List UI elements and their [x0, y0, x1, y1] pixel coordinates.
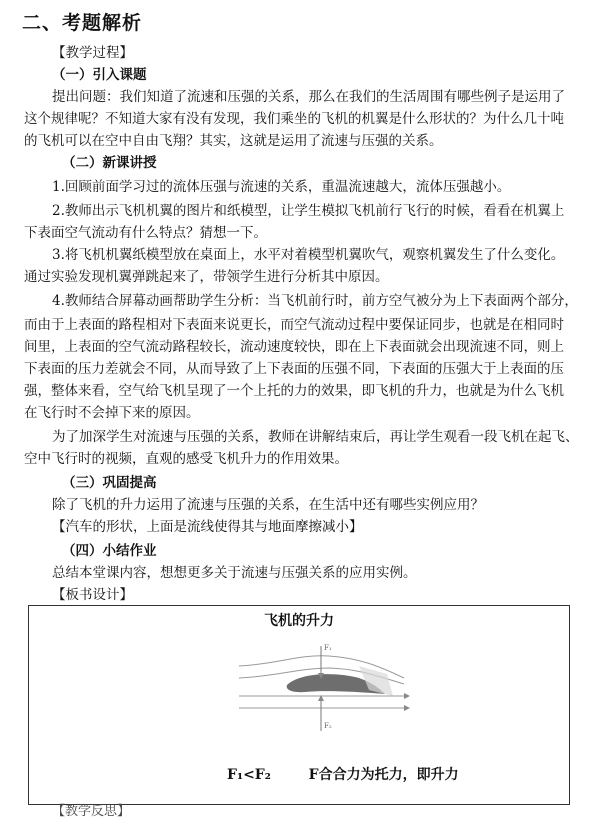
lesson-line-5: 通过实验发现机翼弹跳起来了，带领学生进行分析其中原因。 — [24, 269, 389, 285]
lesson-line-1: 1.回顾前面学习过的流体压强与流速的关系，重温流速越大，流体压强越小。 — [52, 179, 511, 195]
lesson-line-9: 下表面的压力差就会不同，从而导致了上下表面的压强不同，下表面的压强大于上表面的压 — [24, 361, 564, 377]
footer-fragment: 【教学反思】 — [52, 804, 131, 819]
formula-conclusion: F合合力为托力，即升力 — [308, 767, 459, 783]
heading-summary: （四）小结作业 — [62, 543, 157, 559]
formula-inequality: F₁<F₂ — [227, 767, 271, 783]
consolidate-line-1: 除了飞机的升力运用了流速与压强的关系，在生活中还有哪些实例应用？ — [52, 497, 484, 513]
heading-new-lesson: （二）新课讲授 — [62, 155, 157, 171]
lesson-line-10: 强，整体来看，空气给飞机呈现了一个上托的力的效果，即飞机的升力，也就是为什么飞机 — [24, 383, 564, 399]
heading-consolidate: （三）巩固提高 — [62, 475, 157, 491]
intro-line-1: 提出问题：我们知道了流速和压强的关系，那么在我们的生活周围有哪些例子是运用了 — [52, 89, 565, 105]
f1-label: F₁ — [324, 644, 332, 652]
lesson-line-12: 为了加深学生对流速与压强的关系，教师在讲解结束后，再让学生观看一段飞机在起飞、 — [52, 429, 579, 445]
lift-formula — [227, 764, 459, 784]
lesson-line-8: 间里，上表面的空气流动路程较长，流动速度较快，即在上下表面就会出现流速不同，则上 — [24, 339, 564, 355]
lesson-line-3: 下表面空气流动有什么特点？猜想一下。 — [24, 225, 267, 241]
lesson-line-11: 在飞行时不会掉下来的原因。 — [24, 405, 200, 421]
f2-label: F₂ — [324, 722, 332, 730]
lesson-line-4: 3.将飞机机翼纸模型放在桌面上，水平对着模型机翼吹气，观察机翼发生了什么变化。 — [52, 247, 565, 263]
lesson-line-2: 2.教师出示飞机机翼的图片和纸模型，让学生模拟飞机前行飞行的时候，看看在机翼上 — [52, 203, 565, 219]
lesson-line-13: 空中飞行时的视频，直观的感受飞机升力的作用效果。 — [24, 451, 348, 467]
intro-line-2: 这个规律呢？不知道大家有没有发现，我们乘坐的飞机的机翼是什么形状的？为什么几十吨 — [24, 111, 564, 127]
summary-line: 总结本堂课内容，想想更多关于流速与压强关系的应用实例。 — [52, 565, 417, 581]
heading-intro: （一）引入课题 — [52, 67, 147, 83]
wing-diagram — [209, 636, 419, 736]
consolidate-line-2: 【汽车的形状，上面是流线使得其与地面摩擦减小】 — [52, 519, 363, 535]
lesson-line-6: 4.教师结合屏幕动画帮助学生分析：当飞机前行时，前方空气被分为上下表面两个部分， — [52, 293, 578, 309]
heading-board-design: 【板书设计】 — [52, 587, 133, 603]
board-design-box — [28, 605, 570, 805]
intro-line-3: 的飞机可以在空中自由飞翔？其实，这就是运用了流速与压强的关系。 — [24, 133, 443, 149]
board-title: 飞机的升力 — [264, 613, 334, 629]
lesson-line-7: 而由于上表面的路程相对下表面来说更长，而空气流动过程中要保证同步，也就是在相同时 — [24, 317, 564, 333]
section-title: 二、考题解析 — [22, 12, 143, 34]
heading-teaching-process: 【教学过程】 — [52, 45, 133, 61]
